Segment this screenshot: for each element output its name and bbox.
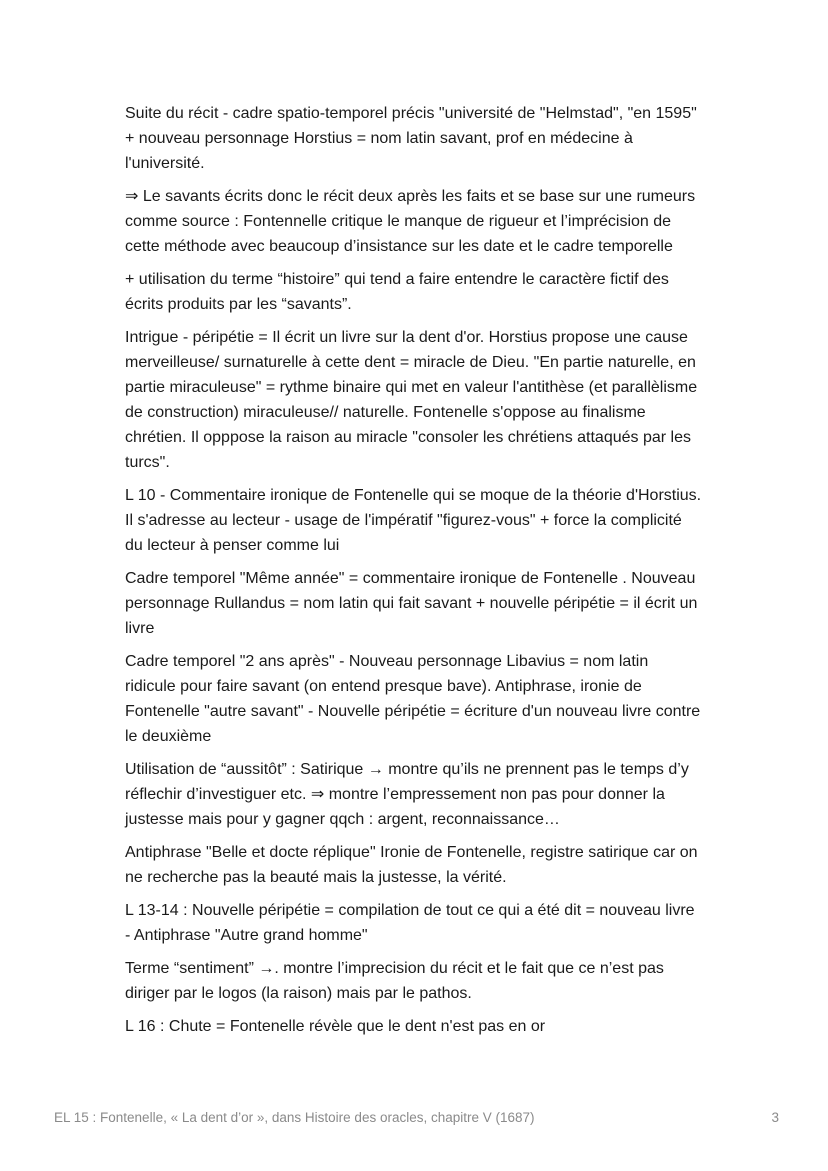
text-line: L 16 : Chute = Fontenelle révèle que le dent n'est pas en or: [125, 1018, 546, 1035]
paragraph: [125, 649, 731, 749]
paragraph: [125, 840, 731, 890]
paragraph: [125, 956, 731, 1006]
text-line: Utilisation de “aussitôt” : Satirique → montre qu’ils ne prennent pas le temps d’y: [125, 761, 689, 778]
text-line: justesse mais pour y gagner qqch : argent, reconnaissance…: [125, 811, 560, 828]
text-line: - Antiphrase "Autre grand homme": [125, 927, 368, 944]
text-line: Intrigue - péripétie = Il écrit un livre sur la dent d'or. Horstius propose une cause: [125, 329, 688, 346]
text-line: chrétien. Il opppose la raison au miracle "consoler les chrétiens attaqués par les: [125, 429, 691, 446]
text-line: livre: [125, 620, 155, 637]
text-line: Terme “sentiment” →. montre l’imprecision du récit et le fait que ce n’est pas: [125, 960, 664, 977]
text-line: L 10 - Commentaire ironique de Fontenelle qui se moque de la théorie d'Horstius.: [125, 487, 702, 504]
text-line: L 13-14 : Nouvelle péripétie = compilation de tout ce qui a été dit = nouveau livre: [125, 902, 695, 919]
text-line: cette méthode avec beaucoup d’insistance sur les date et le cadre temporelle: [125, 238, 673, 255]
text-line: Fontenelle "autre savant" - Nouvelle péripétie = écriture d'un nouveau livre contre: [125, 703, 701, 720]
page-footer: [54, 1110, 779, 1125]
paragraph: [125, 325, 731, 475]
text-line: diriger par le logos (la raison) mais par le pathos.: [125, 985, 472, 1002]
text-line: partie miraculeuse" = rythme binaire qui met en valeur l'antithèse (et parallèlisme: [125, 379, 698, 396]
footer-title: EL 15 : Fontenelle, « La dent d’or », dans Histoire des oracles, chapitre V (1687): [54, 1110, 535, 1125]
text-line: Cadre temporel "Même année" = commentaire ironique de Fontenelle . Nouveau: [125, 570, 696, 587]
text-line: + utilisation du terme “histoire” qui tend a faire entendre le caractère fictif des: [125, 271, 669, 288]
text-line: + nouveau personnage Horstius = nom latin savant, prof en médecine à: [125, 130, 633, 147]
paragraph: [125, 757, 731, 832]
text-line: de construction) miraculeuse// naturelle. Fontenelle s'oppose au finalisme: [125, 404, 646, 421]
text-line: Antiphrase "Belle et docte réplique" Ironie de Fontenelle, registre satirique car on: [125, 844, 698, 861]
paragraph: [125, 898, 731, 948]
paragraph: [125, 1014, 731, 1039]
paragraph: [125, 483, 731, 558]
text-line: Il s'adresse au lecteur - usage de l'impératif "figurez-vous" + force la complicité: [125, 512, 682, 529]
text-line: turcs".: [125, 454, 170, 471]
document-body: [125, 101, 731, 1047]
text-line: du lecteur à penser comme lui: [125, 537, 340, 554]
text-line: ne recherche pas la beauté mais la justesse, la vérité.: [125, 869, 507, 886]
text-line: réflechir d’investiguer etc. ⇒ montre l’empressement non pas pour donner la: [125, 786, 665, 803]
paragraph: [125, 566, 731, 641]
paragraph: [125, 267, 731, 317]
text-line: l'université.: [125, 155, 205, 172]
text-line: le deuxième: [125, 728, 212, 745]
page-number: 3: [771, 1110, 779, 1125]
paragraph: [125, 184, 731, 259]
text-line: personnage Rullandus = nom latin qui fait savant + nouvelle péripétie = il écrit un: [125, 595, 698, 612]
paragraph: [125, 101, 731, 176]
text-line: comme source : Fontennelle critique le manque de rigueur et l’imprécision de: [125, 213, 672, 230]
text-line: écrits produits par les “savants”.: [125, 296, 352, 313]
text-line: Suite du récit - cadre spatio-temporel précis "université de "Helmstad", "en 1595": [125, 105, 697, 122]
text-line: ridicule pour faire savant (on entend presque bave). Antiphrase, ironie de: [125, 678, 642, 695]
text-line: ⇒ Le savants écrits donc le récit deux après les faits et se base sur une rumeurs: [125, 188, 696, 205]
text-line: merveilleuse/ surnaturelle à cette dent = miracle de Dieu. "En partie naturelle, en: [125, 354, 696, 371]
text-line: Cadre temporel "2 ans après" - Nouveau personnage Libavius = nom latin: [125, 653, 649, 670]
